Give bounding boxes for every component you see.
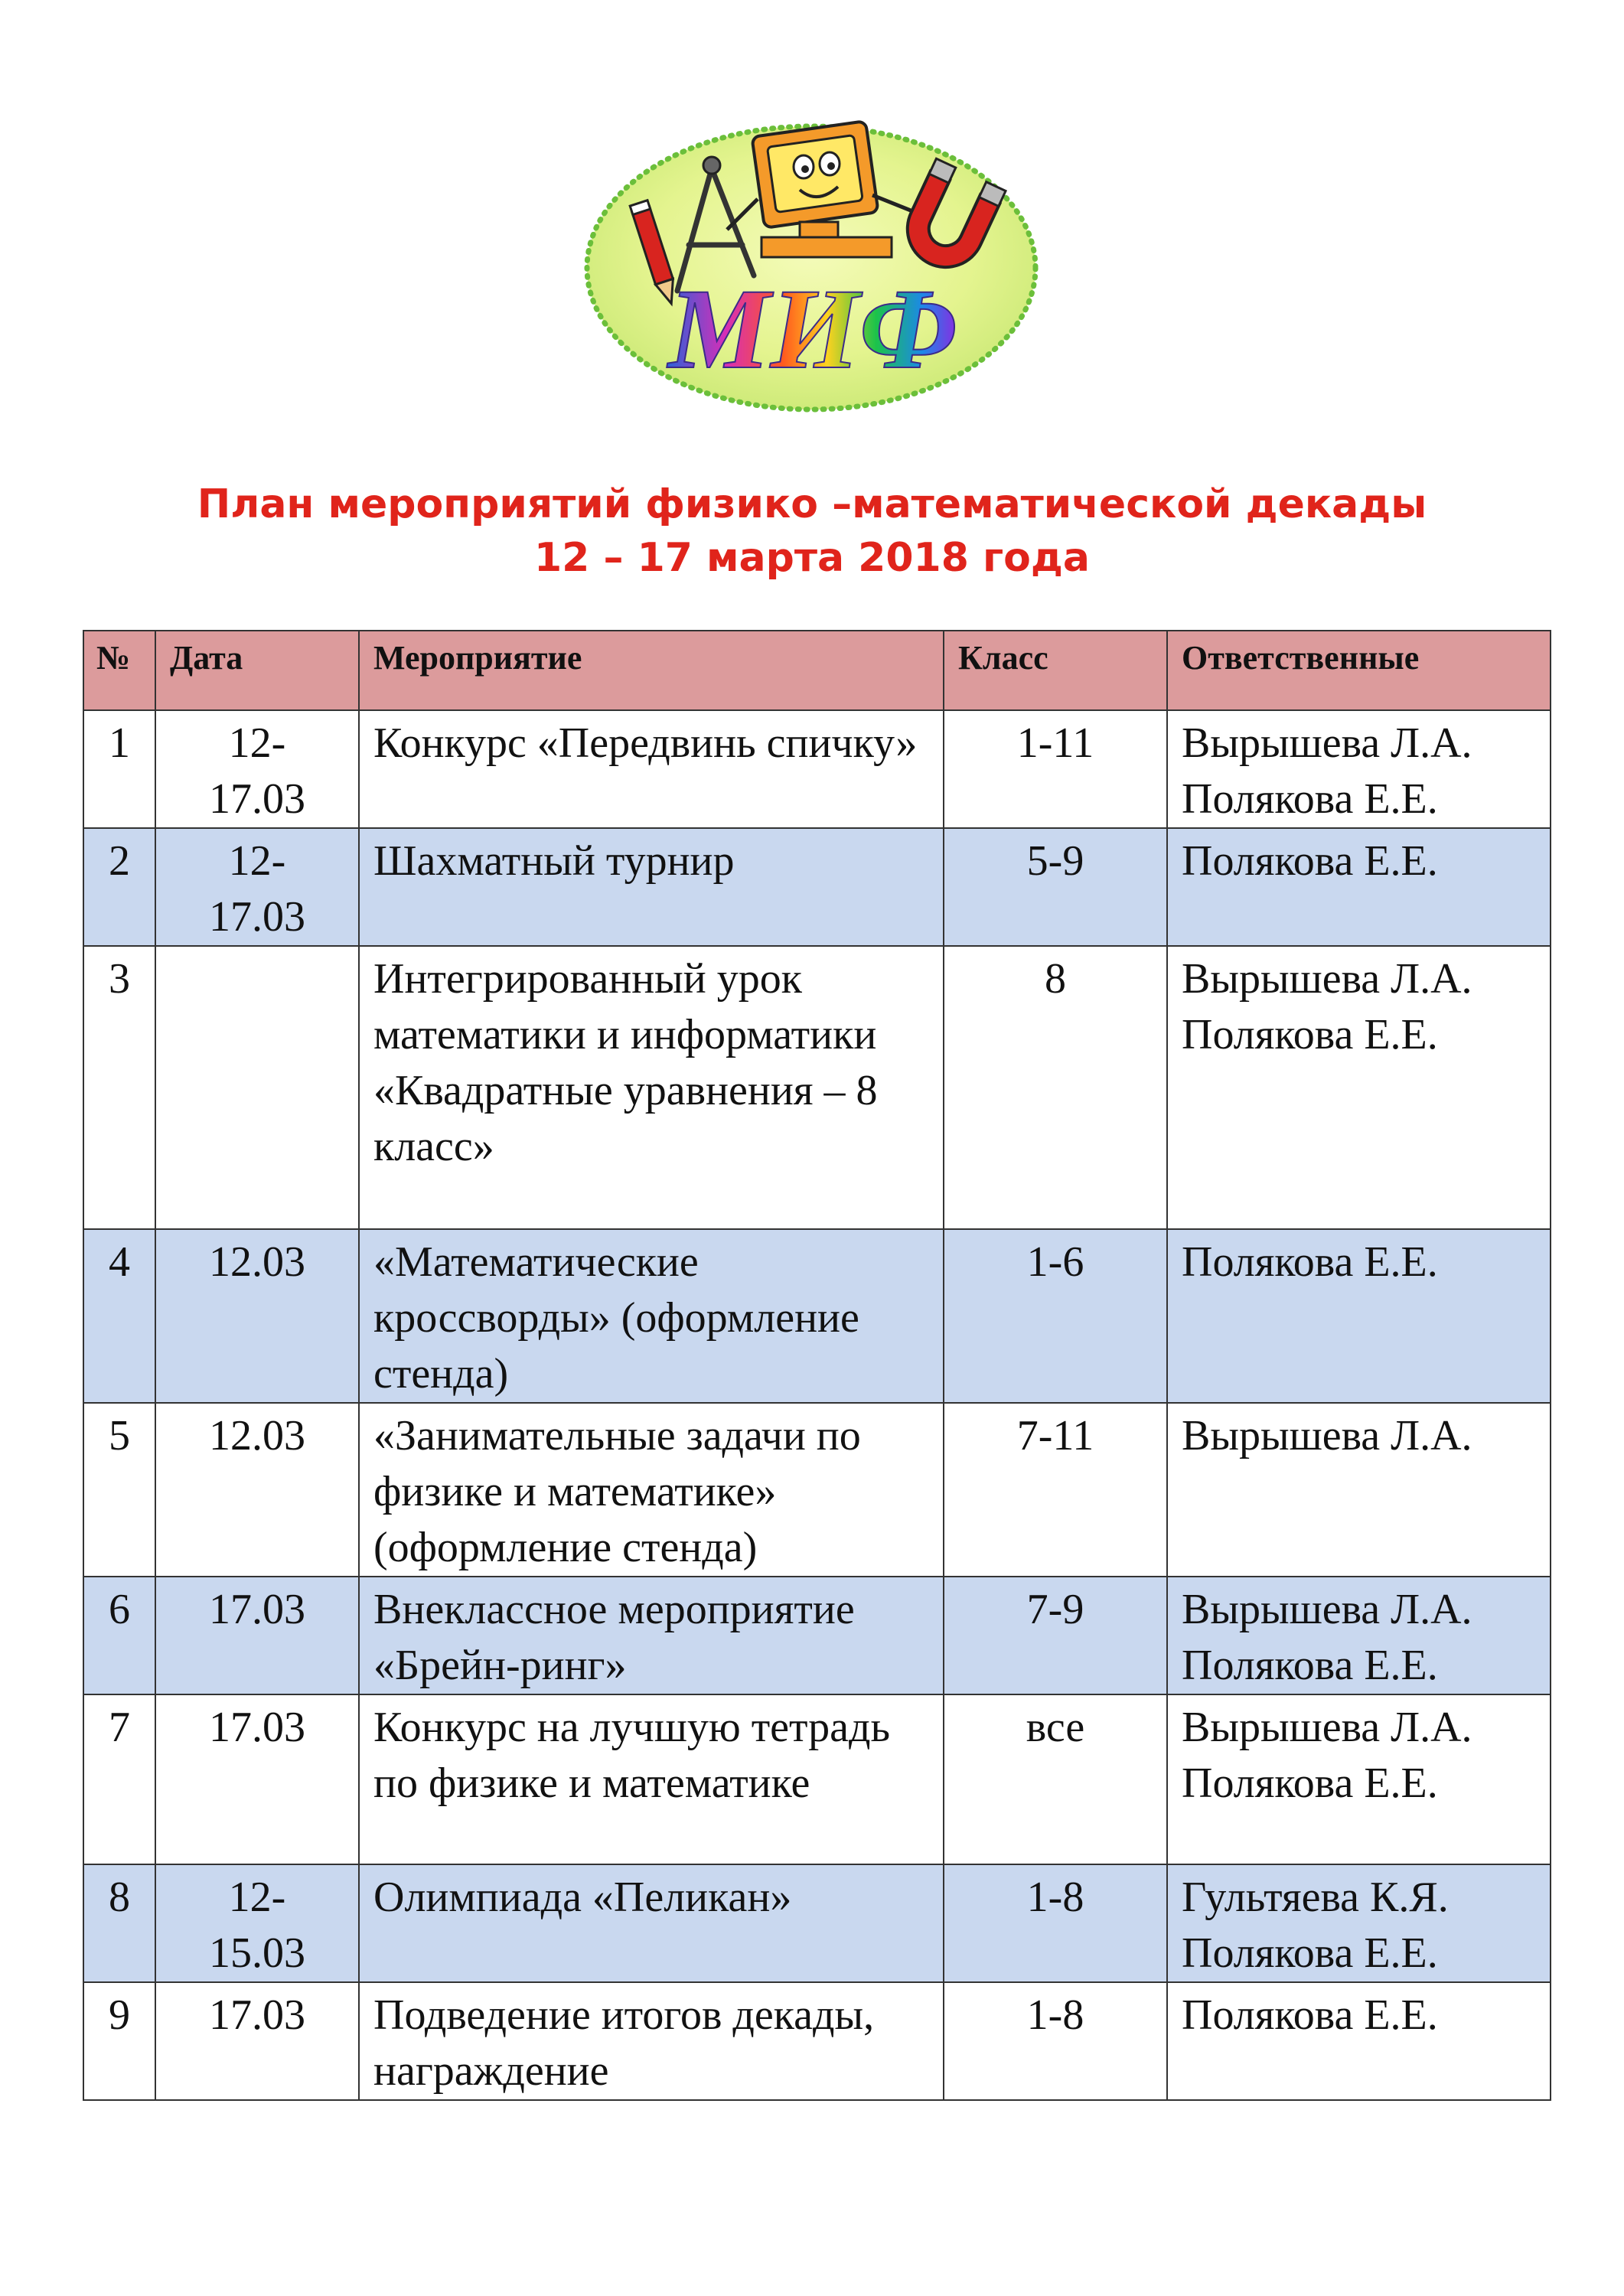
row-grade: 1-8 (944, 1982, 1167, 2100)
responsible-person: Вырышева Л.А. (1182, 1586, 1472, 1633)
row-responsible (1167, 828, 1551, 946)
row-grade: 1-11 (944, 710, 1167, 828)
responsible-person: Полякова Е.Е. (1182, 1238, 1438, 1286)
math-physics-informatics-emblem-icon (574, 115, 1048, 421)
responsible-person: Гультяева К.Я. (1182, 1874, 1449, 1921)
row-responsible (1167, 1229, 1551, 1403)
row-date: 12.03 (155, 1229, 359, 1403)
table-row (83, 1403, 1551, 1577)
responsible-person: Вырышева Л.А. (1182, 955, 1472, 1003)
row-responsible (1167, 946, 1551, 1229)
row-event: Конкурс «Передвинь спичку» (359, 710, 944, 828)
header-event: Мероприятие (359, 631, 944, 710)
responsible-person: Вырышева Л.А. (1182, 719, 1472, 767)
row-grade: 5-9 (944, 828, 1167, 946)
page-title: План мероприятий физико –математической декады (197, 481, 1427, 527)
row-date: 12- 17.03 (155, 828, 359, 946)
responsible-person: Вырышева Л.А. (1182, 1412, 1472, 1459)
row-grade: все (944, 1694, 1167, 1864)
row-grade: 7-11 (944, 1403, 1167, 1577)
table-row (83, 1577, 1551, 1694)
row-event: Подведение итогов декады, награждение (359, 1982, 944, 2100)
row-grade: 7-9 (944, 1577, 1167, 1694)
row-date (155, 946, 359, 1229)
table-row (83, 828, 1551, 946)
row-date: 17.03 (155, 1694, 359, 1864)
row-number: 4 (83, 1229, 155, 1403)
row-event: Интегрированный урок математики и информатики «Квадратные уравнения – 8 класс» (359, 946, 944, 1229)
row-date: 12- 17.03 (155, 710, 359, 828)
table-row (83, 1982, 1551, 2100)
header-grade: Класс (944, 631, 1167, 710)
logo (574, 115, 1048, 421)
row-event: «Занимательные задачи по физике и математике» (оформление стенда) (359, 1403, 944, 1577)
responsible-person: Полякова Е.Е. (1182, 1760, 1438, 1807)
row-event: Конкурс на лучшую тетрадь по физике и математике (359, 1694, 944, 1864)
row-number: 3 (83, 946, 155, 1229)
row-grade: 1-8 (944, 1864, 1167, 1982)
table-row (83, 1864, 1551, 1982)
page-subtitle-dates: 12 – 17 марта 2018 года (534, 535, 1090, 581)
row-number: 1 (83, 710, 155, 828)
row-number: 2 (83, 828, 155, 946)
row-date: 12.03 (155, 1403, 359, 1577)
responsible-person: Полякова Е.Е. (1182, 1929, 1438, 1977)
table-row (83, 1229, 1551, 1403)
header-number: № (83, 631, 155, 710)
row-number: 9 (83, 1982, 155, 2100)
row-date: 12- 15.03 (155, 1864, 359, 1982)
logo-text: МИФ (668, 266, 957, 393)
row-number: 5 (83, 1403, 155, 1577)
row-responsible (1167, 1577, 1551, 1694)
table-header-row (83, 631, 1551, 710)
header-responsible: Ответственные (1167, 631, 1551, 710)
row-responsible (1167, 1982, 1551, 2100)
row-responsible (1167, 1864, 1551, 1982)
table-row (83, 946, 1551, 1229)
table-row (83, 1694, 1551, 1864)
row-number: 7 (83, 1694, 155, 1864)
responsible-person: Полякова Е.Е. (1182, 1642, 1438, 1689)
responsible-person: Полякова Е.Е. (1182, 1991, 1438, 2039)
table-row (83, 710, 1551, 828)
row-responsible (1167, 1403, 1551, 1577)
row-number: 6 (83, 1577, 155, 1694)
row-event: Шахматный турнир (359, 828, 944, 946)
responsible-person: Вырышева Л.А. (1182, 1704, 1472, 1751)
responsible-person: Полякова Е.Е. (1182, 1011, 1438, 1058)
events-table (83, 630, 1551, 2101)
row-event: Внеклассное мероприятие «Брейн-ринг» (359, 1577, 944, 1694)
row-event: Олимпиада «Пеликан» (359, 1864, 944, 1982)
responsible-person: Полякова Е.Е. (1182, 775, 1438, 823)
row-responsible (1167, 1694, 1551, 1864)
row-grade: 8 (944, 946, 1167, 1229)
row-grade: 1-6 (944, 1229, 1167, 1403)
row-responsible (1167, 710, 1551, 828)
row-date: 17.03 (155, 1982, 359, 2100)
row-date: 17.03 (155, 1577, 359, 1694)
row-event: «Математические кроссворды» (оформление стенда) (359, 1229, 944, 1403)
responsible-person: Полякова Е.Е. (1182, 837, 1438, 885)
header-date: Дата (155, 631, 359, 710)
row-number: 8 (83, 1864, 155, 1982)
